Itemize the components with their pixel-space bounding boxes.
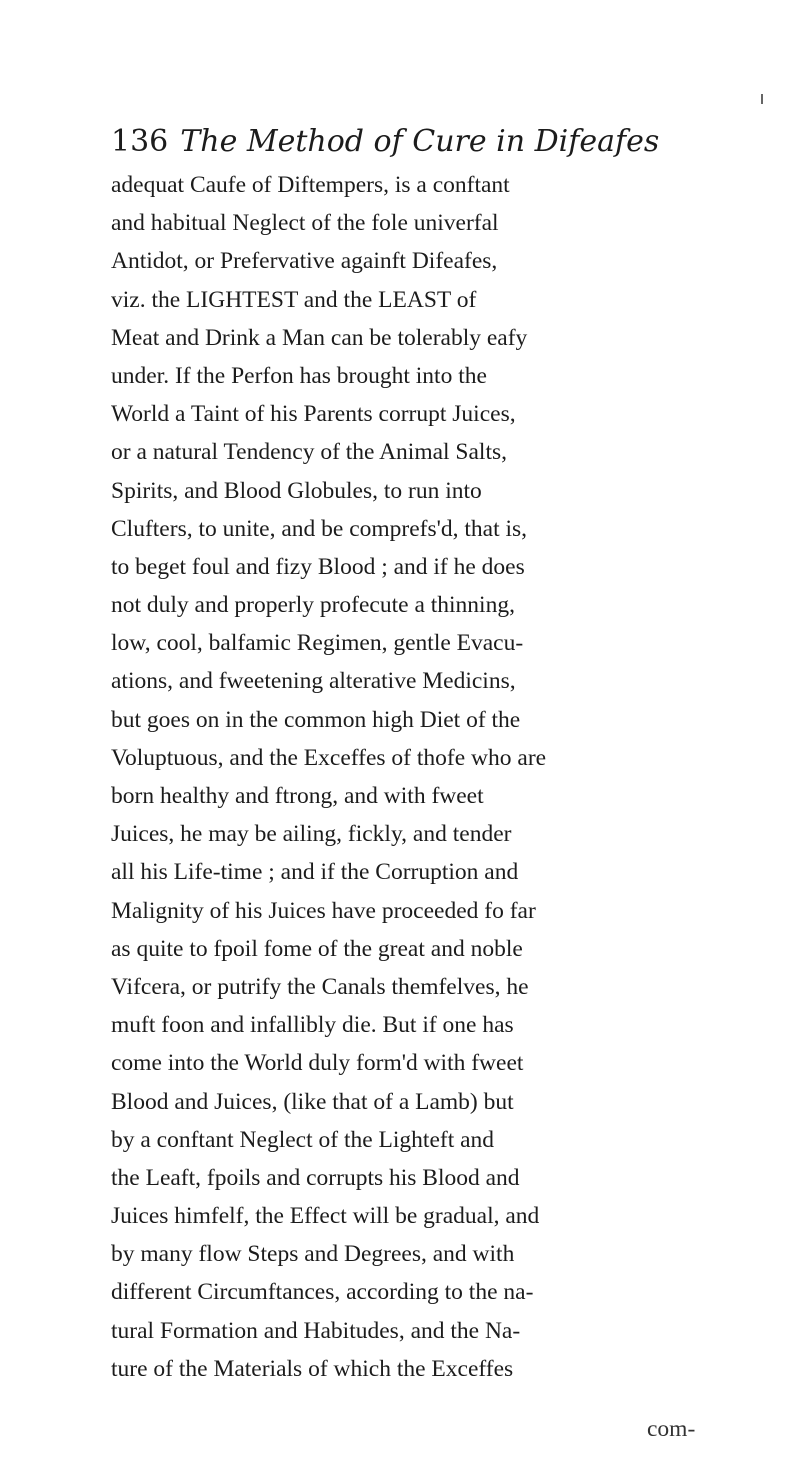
text-line: as quite to fpoil fome of the great and noble [111,935,523,962]
text-line: under. If the Perfon has brought into the [111,362,487,389]
text-line: different Circumftances, according to the na- [111,1279,534,1306]
text-line: Spirits, and Blood Globules, to run into [111,477,482,504]
running-title: The Method of Cure in Difeafes [180,124,660,159]
text-line: Clufters, to unite, and be comprefs'd, that is, [111,515,528,542]
text-line: adequat Caufe of Diftempers, is a conftant [111,172,510,198]
body-text [111,166,716,1388]
text-line: but goes on in the common high Diet of the [111,706,521,733]
text-line: low, cool, balfamic Regimen, gentle Evacu- [111,630,524,657]
text-line: the Leaft, fpoils and corrupts his Blood and [111,1164,520,1191]
text-line: tural Formation and Habitudes, and the Na- [111,1317,521,1344]
text-line: Antidot, or Prefervative againft Difeafes, [111,248,498,275]
text-line: and habitual Neglect of the fole univerfal [111,210,499,237]
catchword: com- [647,1416,696,1442]
text-line: Voluptuous, and the Exceffes of thofe who are [111,744,547,771]
page-number: 136 [111,124,169,159]
text-line: come into the World duly form'd with fweet [111,1050,524,1077]
text-line: viz. the LIGHTEST and the LEAST of [111,286,477,313]
text-line: Vifcera, or putrify the Canals themfelves, he [111,973,529,1000]
text-line: born healthy and ftrong, and with fweet [111,783,484,809]
text-line: Meat and Drink a Man can be tolerably eafy [111,324,528,351]
text-line: World a Taint of his Parents corrupt Juices, [111,401,516,428]
text-line: not duly and properly profecute a thinning, [111,592,515,619]
text-line: muft foon and infallibly die. But if one has [111,1012,514,1039]
text-line: Malignity of his Juices have proceeded fo far [111,897,536,924]
text-line: by many flow Steps and Degrees, and with [111,1241,515,1268]
text-line: by a conftant Neglect of the Lighteft and [111,1126,495,1153]
page-header [111,122,659,162]
margin-mark [761,94,763,104]
text-line: Juices, he may be ailing, fickly, and tender [111,821,512,848]
text-line: Juices himfelf, the Effect will be gradual, and [111,1203,540,1230]
text-line: or a natural Tendency of the Animal Salts, [111,439,508,466]
text-line: ture of the Materials of which the Exceffes [111,1355,514,1382]
text-line: ations, and fweetening alterative Medicins, [111,668,516,695]
text-line: Blood and Juices, (like that of a Lamb) but [111,1088,514,1115]
text-line: all his Life-time ; and if the Corruption and [111,859,519,886]
text-line: to beget foul and fizy Blood ; and if he does [111,553,525,580]
